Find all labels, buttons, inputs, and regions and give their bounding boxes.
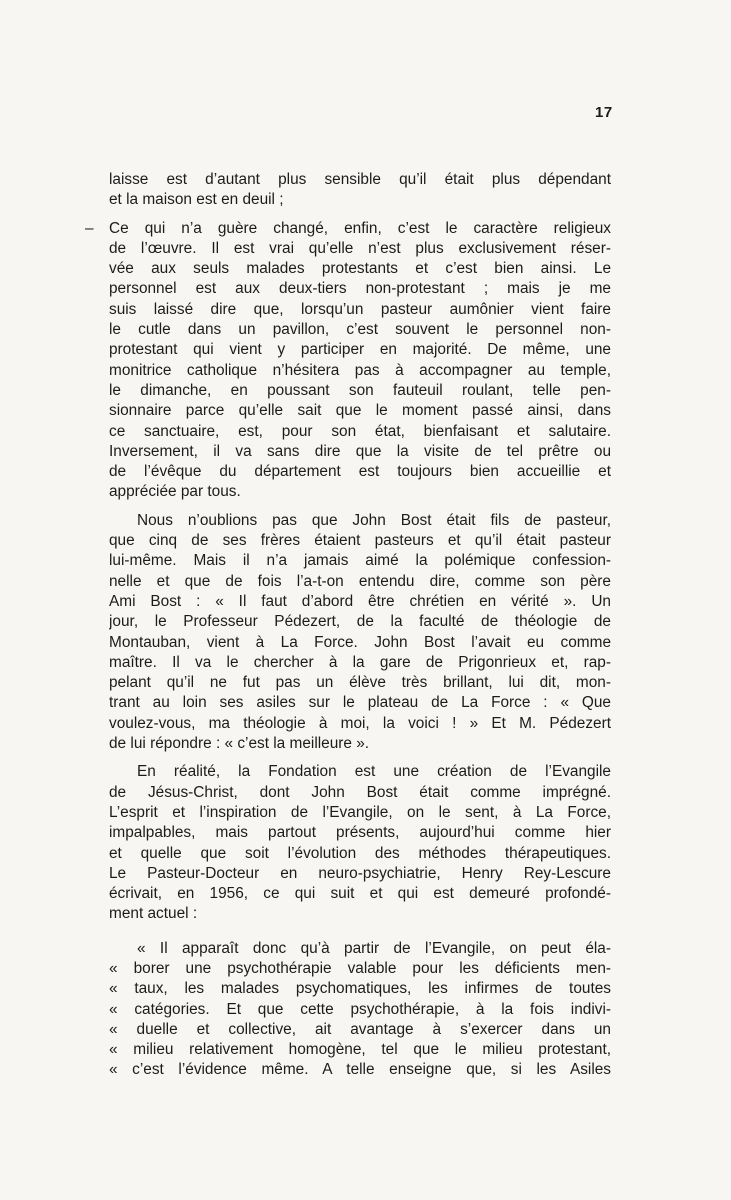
text-line: de lui répondre : « c’est la meilleure ».: [109, 735, 370, 753]
paragraph: [109, 511, 611, 755]
text-line: trant au loin ses asiles sur le plateau de La Force : « Que: [109, 694, 611, 712]
text-line: monitrice catholique n’hésitera pas à accompagner au temple,: [109, 361, 611, 379]
block-quote: [109, 939, 611, 1081]
dash-marker: –: [85, 219, 94, 237]
text-line: maître. Il va le chercher à la gare de Prigonrieux et, rap-: [109, 653, 611, 671]
text-line: Ami Bost : « Il faut d’abord être chrétien en vérité ». Un: [109, 592, 611, 610]
text-line: laisse est d’autant plus sensible qu’il était plus dépendant: [109, 171, 611, 188]
text-body: [85, 170, 611, 1081]
text-line: protestant qui vient y participer en majorité. De même, une: [109, 341, 611, 359]
text-line: écrivait, en 1956, ce qui suit et qui est demeuré profondé-: [109, 885, 611, 903]
text-line: que cinq de ses frères étaient pasteurs et qu’il était pasteur: [109, 532, 611, 550]
text-line: nelle et que de fois l’a-t-on entendu dire, comme son père: [109, 572, 611, 590]
text-line: Nous n’oublions pas que John Bost était fils de pasteur,: [137, 511, 611, 529]
quote-line: « taux, les malades psychomatiques, les infirmes de toutes: [109, 980, 611, 998]
text-line: impalpables, mais partout présents, aujourd’hui comme hier: [109, 824, 611, 842]
quote-line: « milieu relativement homogène, tel que le milieu protestant,: [109, 1041, 611, 1059]
text-line: le cutle dans un pavillon, c’est souvent le personnel non-: [109, 321, 611, 339]
text-line: Ce qui n’a guère changé, enfin, c’est le caractère religieux: [109, 219, 611, 237]
text-line: Montauban, vient à La Force. John Bost l’avait eu comme: [109, 633, 611, 651]
text-line: personnel est aux deux-tiers non-protestant ; mais je me: [109, 280, 611, 298]
text-line: et quelle que soit l’évolution des méthodes thérapeutiques.: [109, 844, 611, 862]
quote-line: « borer une psychothérapie valable pour les déficients men-: [109, 959, 611, 977]
text-line: En réalité, la Fondation est une création de l’Evangile: [137, 763, 611, 781]
paragraph-continuation: [109, 170, 611, 211]
text-line: lui-même. Mais il n’a jamais aimé la polémique confession-: [109, 552, 611, 570]
text-line: le dimanche, en poussant son fauteuil roulant, telle pen-: [109, 381, 611, 399]
page-number: 17: [595, 104, 613, 121]
text-line: de l’évêque du département est toujours bien accueillie et: [109, 463, 611, 481]
text-line: de l’œuvre. Il est vrai qu’elle n’est plus exclusivement réser-: [109, 239, 611, 257]
text-line: ce sanctuaire, est, pour son état, bienfaisant et salutaire.: [109, 422, 611, 440]
text-line: voulez-vous, ma théologie à moi, la voici ! » Et M. Pédezert: [109, 714, 611, 732]
text-line: jour, le Professeur Pédezert, de la faculté de théologie de: [109, 613, 611, 631]
text-line: suis laissé dire que, lorsqu’un pasteur aumônier vient faire: [109, 300, 611, 318]
text-line: sionnaire parce qu’elle sait que le moment passé ainsi, dans: [109, 402, 611, 420]
text-line: de Jésus-Christ, dont John Bost était comme imprégné.: [109, 783, 611, 801]
quote-line: « c’est l’évidence même. A telle enseigne que, si les Asiles: [109, 1061, 611, 1079]
text-line: appréciée par tous.: [109, 483, 241, 501]
text-line: ment actuel :: [109, 905, 198, 923]
paragraph-dash-item: [85, 219, 611, 503]
quote-line: « Il apparaît donc qu’à partir de l’Evangile, on peut éla-: [137, 939, 611, 957]
text-line: Le Pasteur-Docteur en neuro-psychiatrie, Henry Rey-Lescure: [109, 864, 611, 882]
text-line: Inversement, il va sans dire que la visite de tel prêtre ou: [109, 442, 611, 460]
quote-line: « catégories. Et que cette psychothérapie, à la fois indivi-: [109, 1000, 611, 1018]
quote-line: « duelle et collective, ait avantage à s’exercer dans un: [109, 1020, 611, 1038]
paragraph: [109, 762, 611, 924]
text-line: L’esprit et l’inspiration de l’Evangile, on le sent, à La Force,: [109, 803, 611, 821]
text-line: pelant qu’il ne fut pas un élève très brillant, lui dit, mon-: [109, 674, 611, 692]
text-line: vée aux seuls malades protestants et c’est bien ainsi. Le: [109, 260, 611, 278]
text-line: et la maison est en deuil ;: [109, 191, 284, 209]
